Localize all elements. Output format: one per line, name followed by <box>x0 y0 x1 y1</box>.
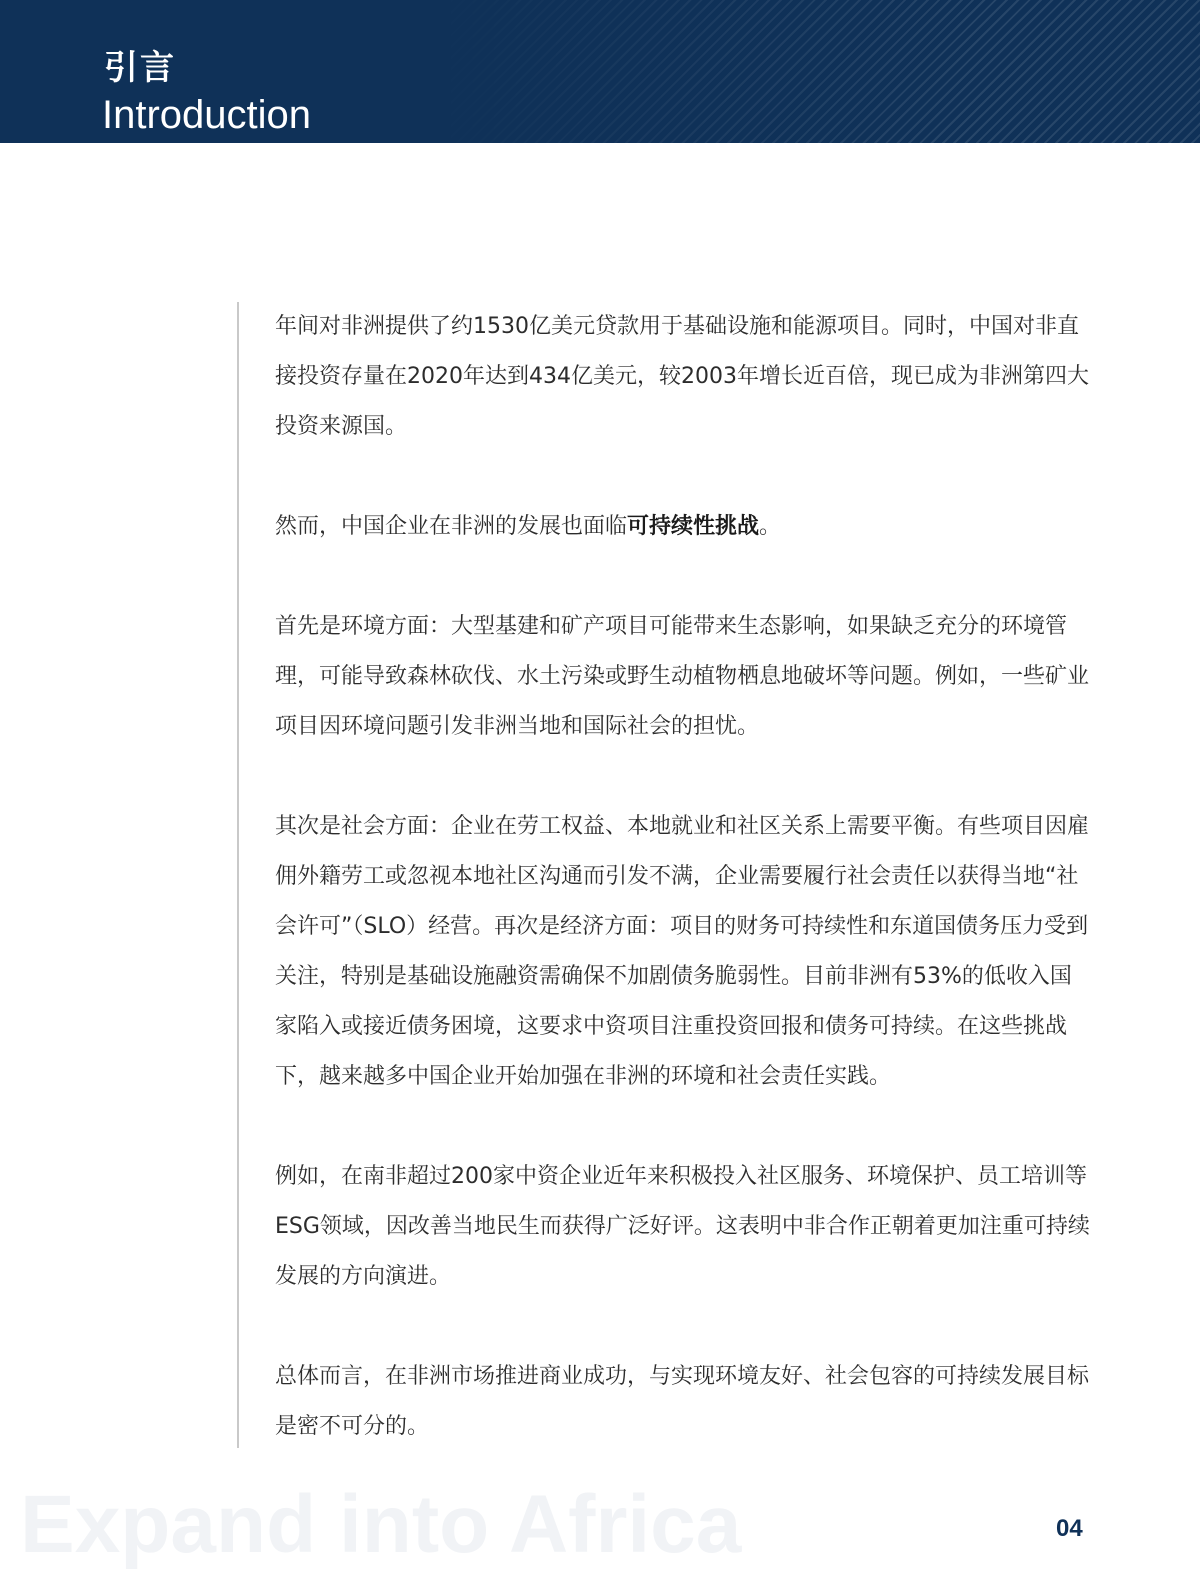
section-title-english: Introduction <box>102 93 312 137</box>
paragraph-environment: 首先是环境方面：大型基建和矿产项目可能带来生态影响，如果缺乏充分的环境管理，可能导致森林砍伐、水土污染或野生动植物栖息地破坏等问题。例如，一些矿业项目因环境问题引发非洲当地和国际社会的担忧。 <box>275 614 1090 739</box>
section-title-chinese: 引言 <box>104 48 176 88</box>
paragraph-challenge-suffix: 。 <box>759 514 782 539</box>
page-header <box>0 0 1200 143</box>
header-stripe-pattern <box>420 0 1200 143</box>
paragraph-challenge-highlight: 可持续性挑战 <box>627 514 760 539</box>
paragraph-challenge <box>275 502 1091 552</box>
paragraph-conclusion: 总体而言，在非洲市场推进商业成功，与实现环境友好、社会包容的可持续发展目标是密不可分的。 <box>275 1364 1090 1439</box>
paragraph-challenge-prefix: 然而，中国企业在非洲的发展也面临 <box>275 514 628 539</box>
footer-watermark: Expand into Africa <box>20 1479 742 1570</box>
page-number: 04 <box>1056 1515 1083 1542</box>
paragraph-investment: 年间对非洲提供了约1530亿美元贷款用于基础设施和能源项目。同时，中国对非直接投资存量在2020年达到434亿美元，较2003年增长近百倍，现已成为非洲第四大投资来源国。 <box>275 314 1089 439</box>
paragraph-social-economic: 其次是社会方面：企业在劳工权益、本地就业和社区关系上需要平衡。有些项目因雇佣外籍劳工或忽视本地社区沟通而引发不满，企业需要履行社会责任以获得当地“社会许可”（SLO）经营。再次是经济方面：项目的财务可持续性和东道国债务压力受到关注，特别是基础设施融资需确保不加剧债务脆弱性。目前非洲有53%的低收入国家陷入或接近债务困境，这要求中资项目注重投资回报和债务可持续。在这些挑战下，越来越多中国企业开始加强在非洲的环境和社会责任实践。 <box>275 814 1090 1089</box>
body-content <box>237 302 1091 1448</box>
paragraph-example: 例如，在南非超过200家中资企业近年来积极投入社区服务、环境保护、员工培训等ESG领域，因改善当地民生而获得广泛好评。这表明中非合作正朝着更加注重可持续发展的方向演进。 <box>275 1164 1090 1289</box>
